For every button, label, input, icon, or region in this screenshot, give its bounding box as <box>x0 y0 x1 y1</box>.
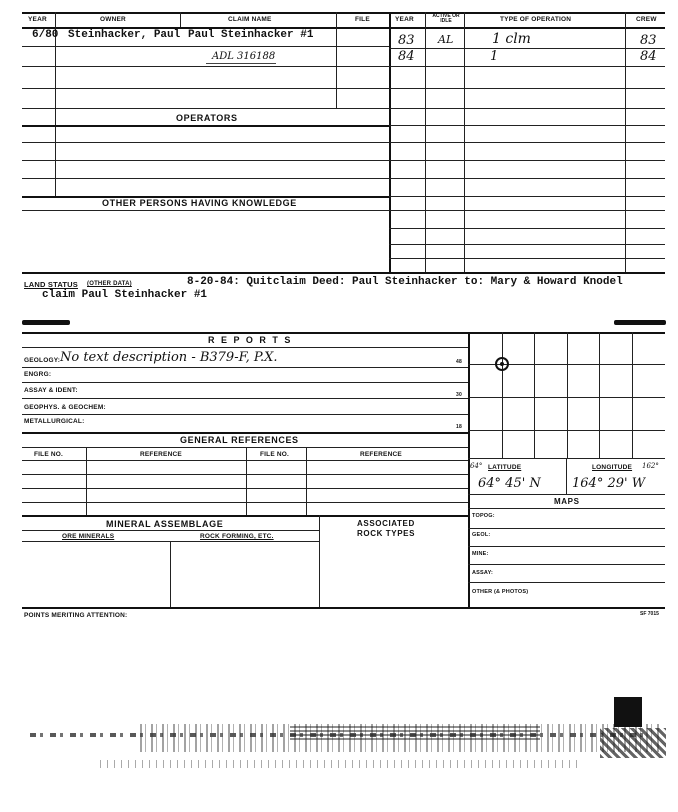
maps-other: OTHER (& PHOTOS) <box>472 589 529 595</box>
land-status-line1: 8-20-84: Quitclaim Deed: Paul Steinhacker to: Mary & Howard Knodel <box>187 276 623 288</box>
geology-value: No text description - B379-F, P.X. <box>60 350 278 365</box>
latitude-label: LATITUDE <box>488 464 522 471</box>
assay-label: ASSAY & IDENT: <box>24 387 78 394</box>
col-reference: REFERENCE <box>140 451 182 458</box>
latitude-value: 64° 45' N <box>478 476 541 491</box>
maps-geol: GEOL: <box>472 532 491 538</box>
activity-year-83: 83 <box>398 33 415 48</box>
scan-black-square <box>614 697 642 727</box>
activity-year-84: 84 <box>398 49 415 64</box>
longitude-value: 164° 29' W <box>572 476 646 491</box>
col-reference-2: REFERENCE <box>360 451 402 458</box>
activity-crew-84: 84 <box>640 49 657 64</box>
owner-name: Steinhacker, Paul <box>68 29 181 41</box>
land-status-line2: claim Paul Steinhacker #1 <box>42 289 208 301</box>
header-active-or-idle: ACTIVE OR IDLE <box>432 13 460 24</box>
maps-topog: TOPOG: <box>472 513 495 519</box>
header-crew: CREW <box>636 16 657 23</box>
mineral-assemblage-title: MINERAL ASSEMBLAGE <box>106 519 224 529</box>
claim-name-value: Paul Steinhacker #1 <box>188 29 314 41</box>
metallurgical-label: METALLURGICAL: <box>24 418 85 425</box>
num-48: 48 <box>456 359 462 365</box>
geophys-label: GEOPHYS. & GEOCHEM: <box>24 404 106 411</box>
points-meriting-attention: POINTS MERITING ATTENTION: <box>24 612 128 619</box>
other-persons-label: OTHER PERSONS HAVING KNOWLEDGE <box>102 198 297 208</box>
lat-prefix: 64° <box>470 462 483 470</box>
activity-status-83: AL <box>438 33 454 46</box>
col-file-no: FILE NO. <box>34 451 64 458</box>
rock-forming-label: ROCK FORMING, ETC. <box>200 533 274 540</box>
location-marker-icon <box>495 357 509 371</box>
general-references-title: GENERAL REFERENCES <box>180 435 299 445</box>
form-number: SF 7015 <box>640 611 659 617</box>
adl-number: ADL 316188 <box>212 51 276 62</box>
activity-type-84: 1 <box>490 49 499 64</box>
geology-label: GEOLOGY: <box>24 357 61 364</box>
engrg-label: ENGRG: <box>24 371 52 378</box>
ore-minerals-label: ORE MINERALS <box>62 533 115 540</box>
activity-type-83: 1 clm <box>492 31 531 47</box>
maps-assay: ASSAY: <box>472 570 494 576</box>
maps-title: MAPS <box>554 497 580 506</box>
associated-label: ASSOCIATED <box>357 519 415 528</box>
reports-title: R E P O R T S <box>208 335 293 345</box>
num-18: 18 <box>456 424 462 430</box>
header-type-of-operation: TYPE OF OPERATION <box>500 16 572 23</box>
maps-mine: MINE: <box>472 551 489 557</box>
rock-types-label: ROCK TYPES <box>357 529 416 538</box>
operators-label: OPERATORS <box>176 113 238 123</box>
activity-crew-83: 83 <box>640 33 657 48</box>
owner-year: 6/80 <box>32 29 59 41</box>
header-year-2: YEAR <box>395 16 414 23</box>
long-prefix: 162° <box>642 462 659 470</box>
land-status-sublabel: (OTHER DATA) <box>87 281 132 287</box>
header-file: FILE <box>355 16 370 23</box>
scan-smudge-left <box>22 320 70 325</box>
scan-smudge-right <box>614 320 666 325</box>
longitude-label: LONGITUDE <box>592 464 633 471</box>
num-30: 30 <box>456 392 462 398</box>
land-status-label: LAND STATUS <box>24 280 79 289</box>
header-year: YEAR <box>28 16 47 23</box>
header-owner: OWNER <box>100 16 126 23</box>
header-claim-name: CLAIM NAME <box>228 16 272 23</box>
col-file-no-2: FILE NO. <box>260 451 290 458</box>
